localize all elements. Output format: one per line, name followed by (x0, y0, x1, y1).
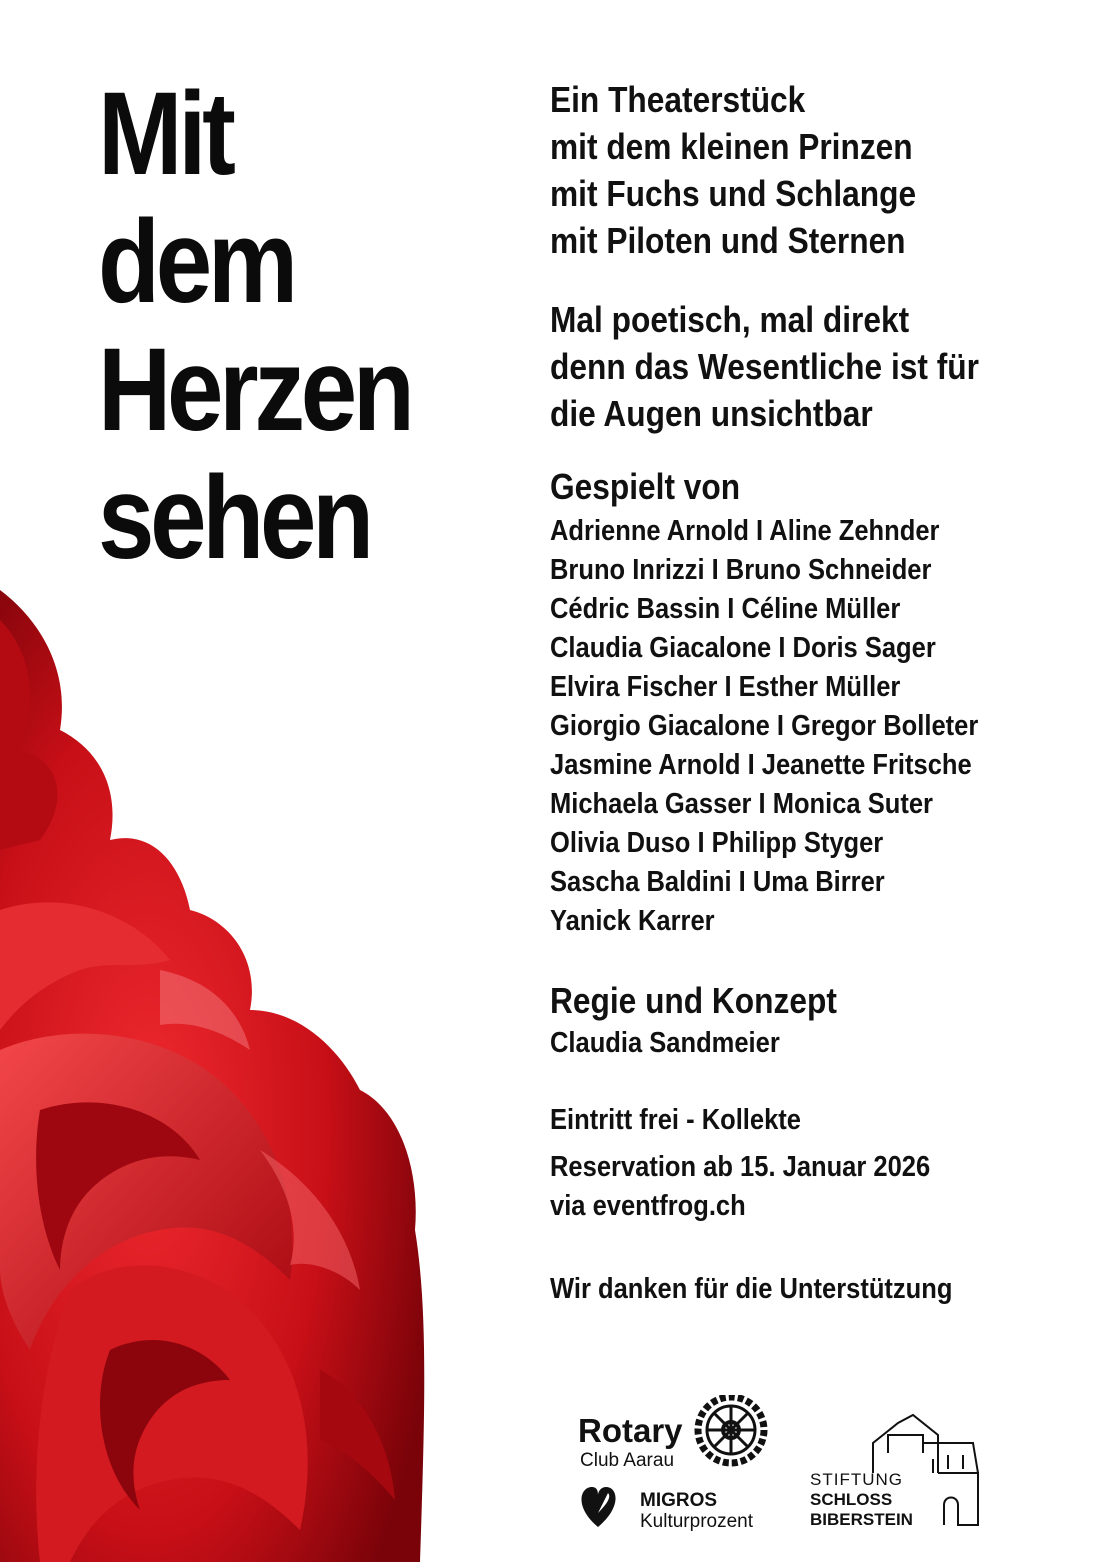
intro-block (550, 76, 1025, 264)
cast-line: Yanick Karrer (550, 905, 715, 937)
reservation-link[interactable]: via eventfrog.ch (550, 1190, 746, 1222)
intro-line: mit Piloten und Sternen (550, 220, 906, 261)
sponsor-logos (578, 1395, 1018, 1535)
cast-line: Adrienne Arnold I Aline Zehnder (550, 515, 940, 547)
cast-line: Elvira Fischer I Esther Müller (550, 671, 901, 703)
info-column (550, 76, 1025, 1309)
reservation-info: Reservation ab 15. Januar 2026 (550, 1151, 931, 1183)
title-line: dem (98, 196, 294, 328)
rotary-wheel-icon (698, 1397, 764, 1463)
tagline-line: Mal poetisch, mal direkt (550, 299, 910, 340)
migros-sub: Kulturprozent (640, 1511, 754, 1532)
title-line: Mit (98, 68, 232, 200)
schloss-line2: SCHLOSS (810, 1490, 893, 1509)
cast-line: Michaela Gasser I Monica Suter (550, 788, 933, 820)
cast-line: Cédric Bassin I Céline Müller (550, 593, 901, 625)
director-name: Claudia Sandmeier (550, 1027, 780, 1059)
schloss-line3: BIBERSTEIN (810, 1510, 913, 1529)
intro-line: mit dem kleinen Prinzen (550, 126, 913, 167)
ticket-info-block (550, 1101, 1025, 1226)
tagline-block (550, 296, 1025, 437)
intro-line: Ein Theaterstück (550, 79, 806, 120)
intro-line: mit Fuchs und Schlange (550, 173, 917, 214)
schloss-line1: STIFTUNG (810, 1470, 903, 1489)
cast-line: Giorgio Giacalone I Gregor Bolleter (550, 710, 979, 742)
thanks-line: Wir danken für die Unterstützung (550, 1273, 953, 1305)
rotary-name: Rotary (578, 1412, 683, 1449)
migros-name: MIGROS (640, 1490, 718, 1511)
direction-heading: Regie und Konzept (550, 980, 837, 1021)
poster-title (98, 70, 411, 582)
title-line: sehen (98, 452, 370, 584)
entry-info: Eintritt frei - Kollekte (550, 1104, 801, 1136)
cast-line: Bruno Inrizzi I Bruno Schneider (550, 554, 932, 586)
cast-heading: Gespielt von (550, 466, 741, 507)
migros-heart-icon (582, 1487, 616, 1527)
cast-line: Jasmine Arnold I Jeanette Fritsche (550, 749, 972, 781)
cast-line: Olivia Duso I Philipp Styger (550, 827, 884, 859)
direction-block (550, 977, 1025, 1063)
cast-block (550, 463, 1025, 941)
red-rose-image (0, 590, 430, 1562)
tagline-line: denn das Wesentliche ist für (550, 346, 979, 387)
cast-line: Sascha Baldini I Uma Birrer (550, 866, 885, 898)
tagline-line: die Augen unsichtbar (550, 393, 873, 434)
title-line: Herzen (98, 324, 411, 456)
rotary-club: Club Aarau (580, 1450, 675, 1471)
cast-line: Claudia Giacalone I Doris Sager (550, 632, 936, 664)
